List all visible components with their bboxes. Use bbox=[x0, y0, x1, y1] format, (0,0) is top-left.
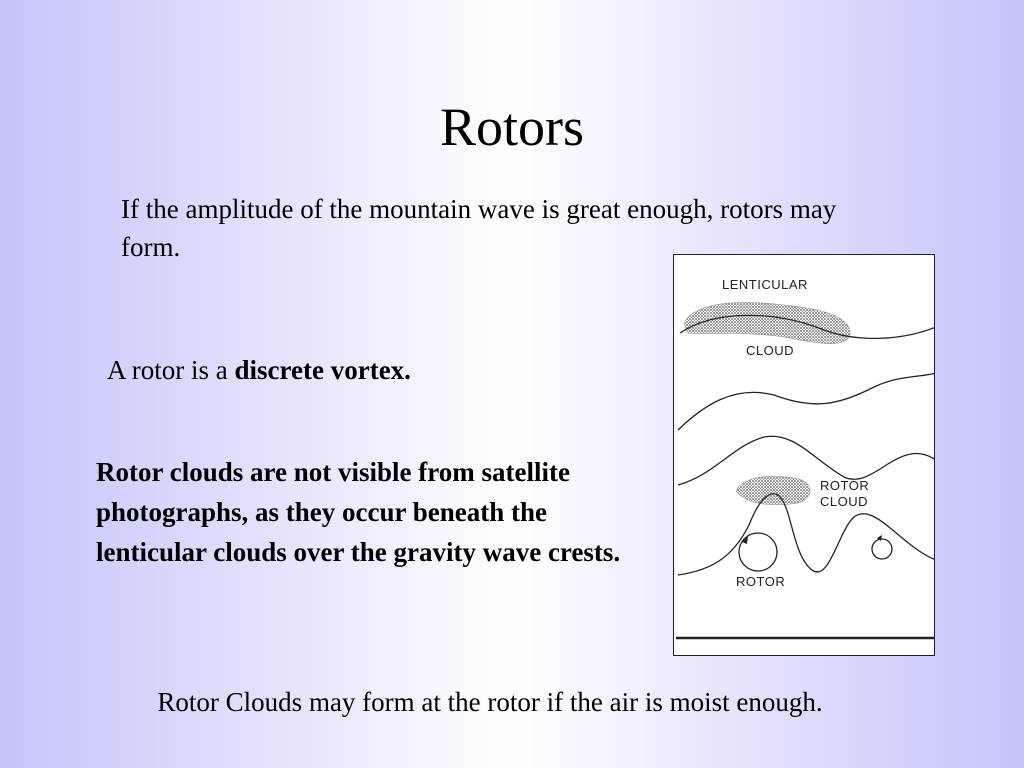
intro-text: If the amplitude of the mountain wave is great enough, rotors may form. bbox=[121, 194, 837, 262]
wave-line-4 bbox=[678, 494, 934, 575]
rotor-diagram-svg bbox=[674, 255, 934, 655]
wave-line-2 bbox=[678, 373, 934, 430]
label-rotor-cloud-2: CLOUD bbox=[820, 494, 869, 509]
rotor-cloud-shape bbox=[736, 476, 810, 505]
conclusion-text: Rotor Clouds may form at the rotor if the air is moist enough. bbox=[157, 687, 823, 717]
lenticular-cloud-shape bbox=[684, 302, 850, 343]
definition-prefix: A rotor is a bbox=[107, 355, 235, 385]
definition-bold: discrete vortex. bbox=[234, 355, 411, 385]
label-rotor-cloud-1: ROTOR bbox=[820, 478, 870, 493]
label-cloud: CLOUD bbox=[746, 343, 795, 358]
rotor-definition bbox=[107, 352, 411, 388]
label-lenticular: LENTICULAR bbox=[722, 277, 808, 292]
wave-line-3 bbox=[678, 436, 934, 485]
rotor-circle-large bbox=[739, 533, 777, 571]
slide-title: Rotors bbox=[439, 97, 585, 157]
label-rotor: ROTOR bbox=[736, 574, 786, 589]
rotor-circle-small bbox=[872, 539, 892, 559]
rotor-clouds-note: Rotor clouds are not visible from satellite photographs, as they occur beneath the lenticular clouds over the gravity wave crests. bbox=[96, 457, 621, 567]
rotor-diagram bbox=[673, 254, 935, 656]
